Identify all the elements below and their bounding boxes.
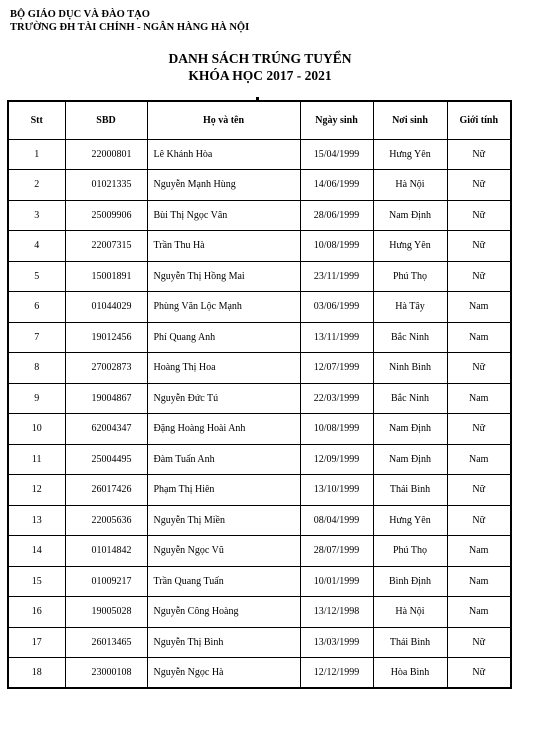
- cell-gender: Nữ: [447, 505, 511, 536]
- cell-sbd: 15001891: [65, 261, 147, 292]
- cell-stt: 9: [8, 383, 65, 414]
- table-row: [8, 414, 511, 445]
- cell-dob: 10/01/1999: [300, 566, 373, 597]
- cell-sbd: 25004495: [65, 444, 147, 475]
- document-title: DANH SÁCH TRÚNG TUYỂN: [168, 51, 352, 66]
- cell-stt: 6: [8, 292, 65, 323]
- cell-sbd: 62004347: [65, 414, 147, 445]
- cell-stt: 1: [8, 139, 65, 170]
- cell-birthplace: Phú Thọ: [373, 261, 447, 292]
- cell-name: Trần Thu Hà: [147, 231, 300, 262]
- cell-name: Nguyễn Ngọc Vũ: [147, 536, 300, 567]
- table-row: [8, 292, 511, 323]
- cell-stt: 14: [8, 536, 65, 567]
- cell-birthplace: Hòa Bình: [373, 658, 447, 689]
- cell-gender: Nam: [447, 322, 511, 353]
- cell-dob: 12/09/1999: [300, 444, 373, 475]
- table-row: [8, 139, 511, 170]
- cell-sbd: 01014842: [65, 536, 147, 567]
- cell-gender: Nữ: [447, 261, 511, 292]
- cell-gender: Nữ: [447, 353, 511, 384]
- cell-sbd: 19005028: [65, 597, 147, 628]
- table-header-row: [8, 101, 511, 139]
- cell-birthplace: Hà Nội: [373, 597, 447, 628]
- cell-dob: 28/07/1999: [300, 536, 373, 567]
- cell-dob: 12/12/1999: [300, 658, 373, 689]
- document-header: [10, 8, 249, 34]
- cell-sbd: 27002873: [65, 353, 147, 384]
- cell-gender: Nam: [447, 292, 511, 323]
- cell-name: Nguyễn Công Hoàng: [147, 597, 300, 628]
- cell-birthplace: Nam Định: [373, 444, 447, 475]
- cell-sbd: 23000108: [65, 658, 147, 689]
- cell-stt: 10: [8, 414, 65, 445]
- school-name: TRƯỜNG ĐH TÀI CHÍNH - NGÂN HÀNG HÀ NỘI: [10, 22, 250, 33]
- cell-gender: Nam: [447, 536, 511, 567]
- table-row: [8, 444, 511, 475]
- cell-birthplace: Thái Bình: [373, 627, 447, 658]
- cell-stt: 4: [8, 231, 65, 262]
- table-row: [8, 261, 511, 292]
- column-header-gender: Giới tính: [447, 101, 511, 139]
- column-header-name: Họ và tên: [147, 101, 300, 139]
- cell-sbd: 19004867: [65, 383, 147, 414]
- table-body: [8, 139, 511, 688]
- cell-dob: 13/03/1999: [300, 627, 373, 658]
- cell-dob: 10/08/1999: [300, 231, 373, 262]
- cell-name: Nguyễn Thị Miền: [147, 505, 300, 536]
- table-row: [8, 170, 511, 201]
- cell-name: Đặng Hoàng Hoài Anh: [147, 414, 300, 445]
- cell-gender: Nam: [447, 566, 511, 597]
- cell-gender: Nữ: [447, 139, 511, 170]
- cell-birthplace: Bắc Ninh: [373, 383, 447, 414]
- cell-birthplace: Ninh Bình: [373, 353, 447, 384]
- document-subtitle: KHÓA HỌC 2017 - 2021: [188, 68, 332, 83]
- cell-birthplace: Hưng Yên: [373, 139, 447, 170]
- cell-sbd: 01021335: [65, 170, 147, 201]
- cell-stt: 7: [8, 322, 65, 353]
- cell-dob: 23/11/1999: [300, 261, 373, 292]
- table-row: [8, 231, 511, 262]
- cell-birthplace: Bình Định: [373, 566, 447, 597]
- cell-name: Hoàng Thị Hoa: [147, 353, 300, 384]
- cell-birthplace: Nam Định: [373, 200, 447, 231]
- column-header-birthplace: Nơi sinh: [373, 101, 447, 139]
- cell-gender: Nữ: [447, 627, 511, 658]
- cell-name: Nguyễn Thị Bình: [147, 627, 300, 658]
- cell-sbd: 01044029: [65, 292, 147, 323]
- cell-gender: Nữ: [447, 200, 511, 231]
- table-row: [8, 475, 511, 506]
- table-row: [8, 353, 511, 384]
- cell-gender: Nam: [447, 383, 511, 414]
- cell-sbd: 01009217: [65, 566, 147, 597]
- cell-dob: 12/07/1999: [300, 353, 373, 384]
- cell-name: Nguyễn Ngọc Hà: [147, 658, 300, 689]
- cell-sbd: 25009906: [65, 200, 147, 231]
- cell-gender: Nữ: [447, 658, 511, 689]
- cell-name: Phí Quang Anh: [147, 322, 300, 353]
- table-row: [8, 505, 511, 536]
- cell-name: Đàm Tuấn Anh: [147, 444, 300, 475]
- cell-dob: 13/12/1998: [300, 597, 373, 628]
- cell-dob: 28/06/1999: [300, 200, 373, 231]
- table-row: [8, 383, 511, 414]
- cell-dob: 10/08/1999: [300, 414, 373, 445]
- cell-birthplace: Phú Thọ: [373, 536, 447, 567]
- cell-sbd: 26013465: [65, 627, 147, 658]
- cell-dob: 22/03/1999: [300, 383, 373, 414]
- cell-birthplace: Hà Nội: [373, 170, 447, 201]
- cell-gender: Nữ: [447, 170, 511, 201]
- table-row: [8, 200, 511, 231]
- cell-stt: 11: [8, 444, 65, 475]
- column-header-dob: Ngày sinh: [300, 101, 373, 139]
- ministry-name: BỘ GIÁO DỤC VÀ ĐÀO TẠO: [10, 9, 150, 20]
- cell-name: Phạm Thị Hiên: [147, 475, 300, 506]
- cell-birthplace: Thái Bình: [373, 475, 447, 506]
- cell-name: Nguyễn Thị Hồng Mai: [147, 261, 300, 292]
- cell-name: Bùi Thị Ngọc Vân: [147, 200, 300, 231]
- table-row: [8, 627, 511, 658]
- admission-table: [7, 100, 512, 689]
- cell-dob: 15/04/1999: [300, 139, 373, 170]
- cell-name: Trần Quang Tuấn: [147, 566, 300, 597]
- cell-gender: Nữ: [447, 231, 511, 262]
- cell-birthplace: Hưng Yên: [373, 505, 447, 536]
- cell-birthplace: Nam Định: [373, 414, 447, 445]
- cell-sbd: 22000801: [65, 139, 147, 170]
- cell-stt: 18: [8, 658, 65, 689]
- cell-stt: 5: [8, 261, 65, 292]
- table-row: [8, 658, 511, 689]
- cell-dob: 03/06/1999: [300, 292, 373, 323]
- table-row: [8, 597, 511, 628]
- cell-gender: Nữ: [447, 475, 511, 506]
- table-row: [8, 322, 511, 353]
- table-row: [8, 566, 511, 597]
- cell-sbd: 22005636: [65, 505, 147, 536]
- cell-gender: Nam: [447, 444, 511, 475]
- cell-birthplace: Hà Tây: [373, 292, 447, 323]
- cell-name: Nguyễn Đức Tú: [147, 383, 300, 414]
- cell-sbd: 19012456: [65, 322, 147, 353]
- cell-stt: 13: [8, 505, 65, 536]
- cell-name: Nguyễn Mạnh Hùng: [147, 170, 300, 201]
- cell-name: Phùng Văn Lộc Mạnh: [147, 292, 300, 323]
- cell-stt: 8: [8, 353, 65, 384]
- cell-stt: 12: [8, 475, 65, 506]
- cell-sbd: 26017426: [65, 475, 147, 506]
- cell-dob: 13/10/1999: [300, 475, 373, 506]
- cell-stt: 17: [8, 627, 65, 658]
- cell-gender: Nam: [447, 597, 511, 628]
- cell-birthplace: Bắc Ninh: [373, 322, 447, 353]
- cell-stt: 15: [8, 566, 65, 597]
- cell-gender: Nữ: [447, 414, 511, 445]
- cell-dob: 13/11/1999: [300, 322, 373, 353]
- cell-stt: 3: [8, 200, 65, 231]
- cell-stt: 16: [8, 597, 65, 628]
- cell-name: Lê Khánh Hòa: [147, 139, 300, 170]
- table-row: [8, 536, 511, 567]
- cell-dob: 14/06/1999: [300, 170, 373, 201]
- cell-stt: 2: [8, 170, 65, 201]
- cell-birthplace: Hưng Yên: [373, 231, 447, 262]
- cell-dob: 08/04/1999: [300, 505, 373, 536]
- column-header-stt: Stt: [8, 101, 65, 139]
- column-header-sbd: SBD: [65, 101, 147, 139]
- cell-sbd: 22007315: [65, 231, 147, 262]
